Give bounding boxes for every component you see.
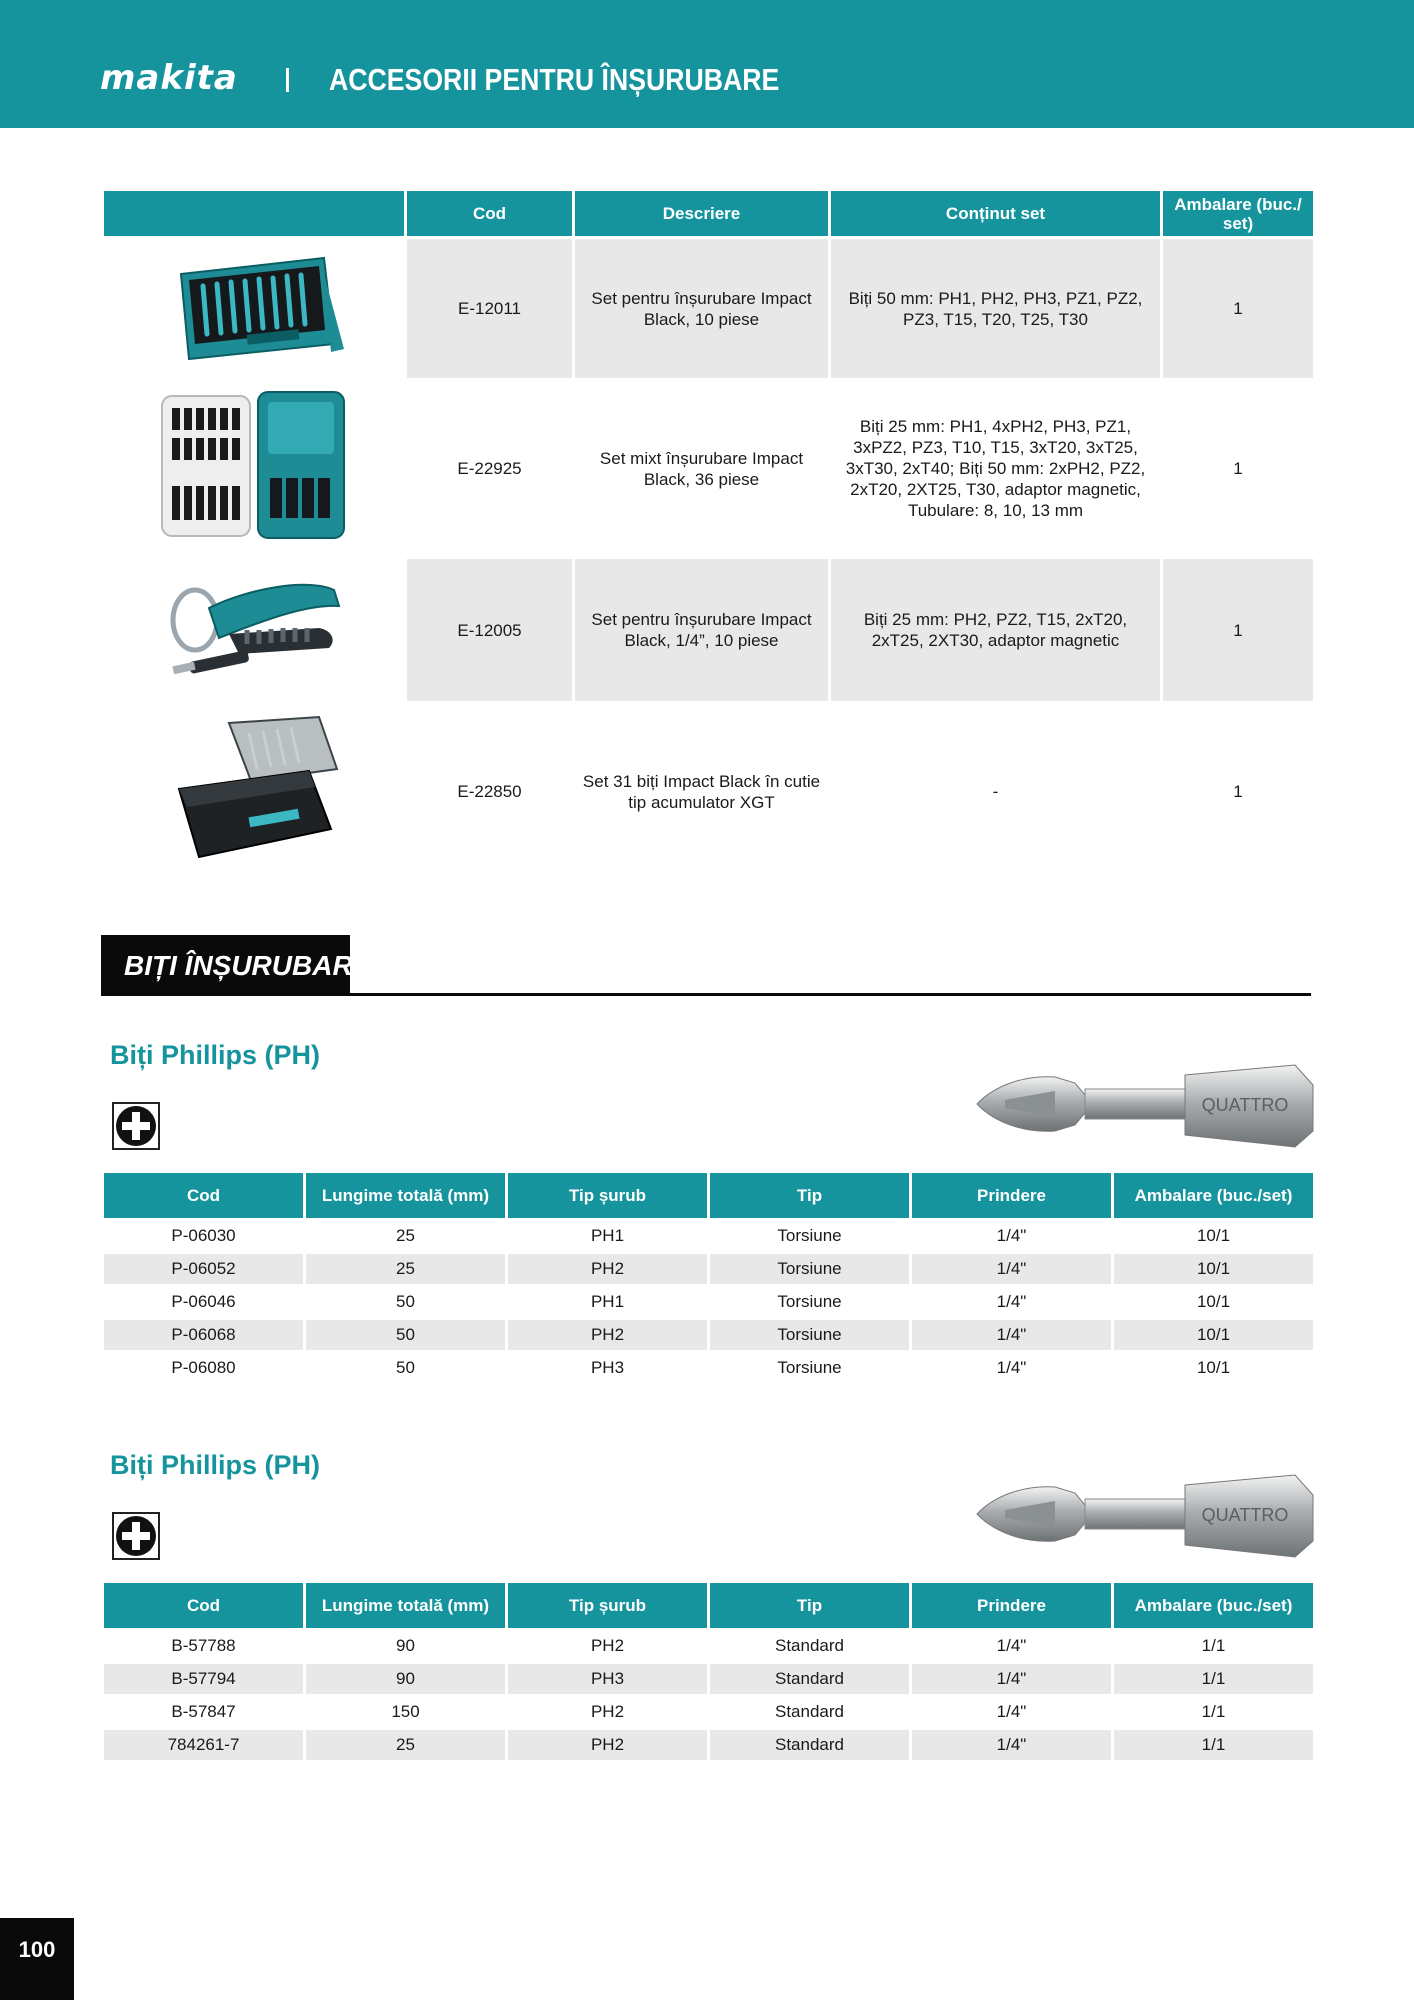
header-lungime: Lungime totală (mm) — [306, 1173, 505, 1218]
product-image-cell — [104, 381, 404, 556]
cell-tip: Standard — [775, 1636, 844, 1655]
phillips-head-icon — [112, 1512, 160, 1560]
sets-header-ambalare: Ambalare (buc./ set) — [1163, 191, 1313, 236]
cell-prindere: 1/4" — [996, 1226, 1027, 1245]
section-title: BIȚI ÎNȘURUBARE — [124, 950, 372, 981]
subtitle-phillips-2: Biți Phillips (PH) — [110, 1450, 321, 1480]
cell-ambalare: 1/1 — [1114, 1664, 1313, 1694]
sets-table — [101, 188, 1316, 882]
header-tip-surub: Tip șurub — [508, 1583, 707, 1628]
cell-prindere: 1/4" — [912, 1664, 1111, 1694]
cell-prindere: 1/4" — [912, 1254, 1111, 1284]
sets-header-descriere: Descriere — [575, 191, 828, 236]
cell-cod: 784261-7 — [104, 1730, 303, 1760]
cell-tip-surub: PH2 — [508, 1730, 707, 1760]
header-tip: Tip — [710, 1173, 909, 1218]
cell-descriere: Set pentru înșurubare Impact Black, 10 piese — [575, 239, 828, 378]
cell-tip: Standard — [710, 1730, 909, 1760]
cell-prindere: 1/4" — [996, 1636, 1027, 1655]
cell-tip-surub: PH1 — [590, 1292, 625, 1311]
cell-ambalare: 1/1 — [1114, 1730, 1313, 1760]
phillips-table-1 — [101, 1170, 1316, 1386]
header-divider — [286, 68, 289, 92]
cell-continut: Biți 25 mm: PH2, PZ2, T15, 2xT20, 2xT25, 2XT30, adaptor magnetic — [831, 559, 1160, 701]
cell-lungime: 50 — [396, 1358, 415, 1377]
carabiner-bit-holder-image — [159, 568, 349, 688]
mixed-bit-set-case-image — [154, 386, 354, 546]
bit-set-case-image — [159, 244, 349, 368]
cell-lungime: 25 — [306, 1254, 505, 1284]
cell-descriere: Set mixt înșurubare Impact Black, 36 piese — [599, 448, 804, 489]
cell-continut: Biți 25 mm: PH1, 4xPH2, PH3, PZ1, 3xPZ2, PZ3, T10, T15, 3xT20, 3xT25, 3xT30, 2xT40; Biți 50 mm: 2xPH2, PZ2, 2xT20, 2XT25, T30, adaptor magnetic, Tubulare: 8, 10, 13 mm — [845, 417, 1146, 520]
bit-brand-label: QUATTRO — [1201, 1505, 1289, 1525]
table-row — [104, 1287, 1313, 1317]
header-cod: Cod — [104, 1583, 303, 1628]
header-tip-surub: Tip șurub — [508, 1173, 707, 1218]
sets-header-cod: Cod — [407, 191, 572, 236]
cell-lungime: 50 — [306, 1320, 505, 1350]
cell-ambalare: 10/1 — [1114, 1320, 1313, 1350]
cell-prindere: 1/4" — [912, 1730, 1111, 1760]
header-prindere: Prindere — [912, 1583, 1111, 1628]
table-row — [104, 1664, 1313, 1694]
cell-ambalare: 1 — [1233, 782, 1243, 801]
product-image-cell — [104, 704, 404, 879]
cell-cod: B-57788 — [171, 1636, 236, 1655]
cell-descriere: Set pentru înșurubare Impact Black, 1/4”, 10 piese — [575, 559, 828, 701]
cell-cod: E-22925 — [457, 459, 522, 478]
header-lungime: Lungime totală (mm) — [306, 1583, 505, 1628]
cell-cod: P-06046 — [171, 1292, 236, 1311]
cell-tip: Torsiune — [710, 1254, 909, 1284]
page-header — [0, 0, 1414, 128]
cell-cod: P-06068 — [104, 1320, 303, 1350]
cell-cod: E-22850 — [457, 782, 522, 801]
table-row — [104, 559, 1313, 701]
cell-tip: Standard — [710, 1664, 909, 1694]
cell-lungime: 90 — [396, 1636, 415, 1655]
header-cod: Cod — [104, 1173, 303, 1218]
cell-prindere: 1/4" — [996, 1702, 1027, 1721]
table-row — [104, 1631, 1313, 1661]
cell-tip: Torsiune — [777, 1292, 842, 1311]
cell-tip-surub: PH2 — [508, 1254, 707, 1284]
cell-lungime: 90 — [306, 1664, 505, 1694]
cell-ambalare: 1/1 — [1201, 1702, 1226, 1721]
table-row — [104, 1353, 1313, 1383]
header-ambalare: Ambalare (buc./set) — [1114, 1583, 1313, 1628]
header-tip: Tip — [710, 1583, 909, 1628]
product-image-cell — [104, 239, 404, 378]
cell-ambalare: 10/1 — [1196, 1358, 1231, 1377]
cell-cod: B-57847 — [171, 1702, 236, 1721]
cell-lungime: 25 — [306, 1730, 505, 1760]
cell-continut: - — [992, 782, 999, 801]
phillips-head-icon — [112, 1102, 160, 1150]
table-row — [104, 1254, 1313, 1284]
cell-tip-surub: PH3 — [508, 1664, 707, 1694]
cell-tip: Torsiune — [777, 1358, 842, 1377]
cell-ambalare: 10/1 — [1196, 1292, 1231, 1311]
table-row — [104, 239, 1313, 378]
cell-lungime: 150 — [391, 1702, 420, 1721]
cell-prindere: 1/4" — [912, 1320, 1111, 1350]
cell-cod: E-12005 — [407, 559, 572, 701]
table-row — [104, 1221, 1313, 1251]
cell-tip-surub: PH1 — [590, 1226, 625, 1245]
table-row — [104, 1320, 1313, 1350]
cell-cod: P-06052 — [104, 1254, 303, 1284]
cell-descriere: Set 31 biți Impact Black în cutie tip acumulator XGT — [582, 771, 821, 812]
cell-ambalare: 1 — [1163, 559, 1313, 701]
bit-brand-label: QUATTRO — [1201, 1095, 1289, 1115]
cell-cod: P-06080 — [171, 1358, 236, 1377]
xgt-battery-bit-box-image — [159, 709, 349, 869]
cell-ambalare: 1 — [1163, 239, 1313, 378]
cell-ambalare: 1/1 — [1201, 1636, 1226, 1655]
cell-lungime: 50 — [396, 1292, 415, 1311]
subtitle-phillips-1: Biți Phillips (PH) — [110, 1040, 321, 1070]
table-row — [104, 1697, 1313, 1727]
page-title: ACCESORII PENTRU ÎNȘURUBARE — [329, 62, 780, 97]
cell-prindere: 1/4" — [996, 1292, 1027, 1311]
cell-prindere: 1/4" — [996, 1358, 1027, 1377]
sets-header-image — [104, 191, 404, 236]
table-row — [104, 704, 1313, 879]
phillips-bit-image — [975, 1055, 1315, 1153]
page-number: 100 — [18, 1937, 56, 1962]
product-image-cell — [104, 559, 404, 701]
section-divider — [101, 993, 1311, 996]
cell-lungime: 25 — [396, 1226, 415, 1245]
cell-tip-surub: PH2 — [590, 1636, 625, 1655]
phillips-bit-image — [975, 1465, 1315, 1563]
cell-tip-surub: PH2 — [508, 1320, 707, 1350]
cell-cod: B-57794 — [104, 1664, 303, 1694]
cell-tip-surub: PH2 — [590, 1702, 625, 1721]
header-prindere: Prindere — [912, 1173, 1111, 1218]
cell-cod: P-06030 — [171, 1226, 236, 1245]
table-row — [104, 381, 1313, 556]
cell-ambalare: 1 — [1233, 459, 1243, 478]
cell-tip: Torsiune — [710, 1320, 909, 1350]
cell-cod: E-12011 — [407, 239, 572, 378]
cell-tip: Standard — [775, 1702, 844, 1721]
cell-ambalare: 10/1 — [1114, 1254, 1313, 1284]
header-ambalare: Ambalare (buc./set) — [1114, 1173, 1313, 1218]
cell-continut: Biți 50 mm: PH1, PH2, PH3, PZ1, PZ2, PZ3, T15, T20, T25, T30 — [831, 239, 1160, 378]
cell-tip-surub: PH3 — [590, 1358, 625, 1377]
makita-logo: makita — [100, 58, 238, 98]
cell-tip: Torsiune — [777, 1226, 842, 1245]
phillips-table-2 — [101, 1580, 1316, 1763]
table-row — [104, 1730, 1313, 1760]
cell-ambalare: 10/1 — [1196, 1226, 1231, 1245]
sets-header-continut: Conținut set — [831, 191, 1160, 236]
